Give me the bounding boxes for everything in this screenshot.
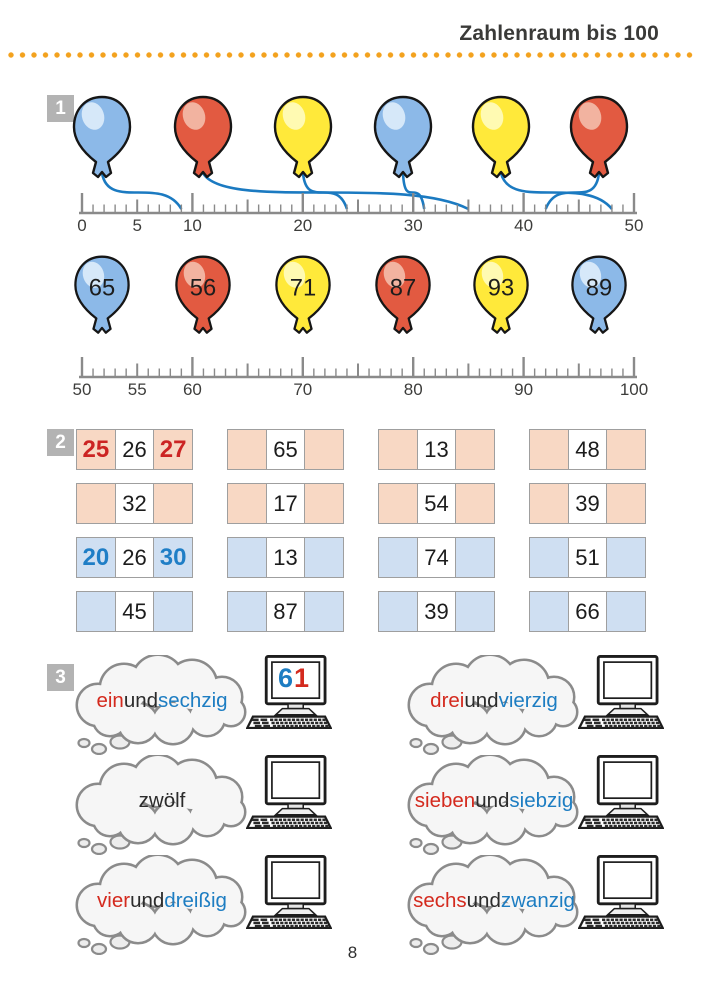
balloon-blue [74,97,130,177]
sequence-cell-filled: 54 [417,483,457,524]
number-word [408,877,580,925]
number-line-label: 50 [624,216,644,235]
number-words-grid [68,655,664,955]
number-word-part: und [130,888,165,912]
number-word-part: zwölf [138,788,186,812]
balloon-string [203,173,468,209]
sequence-cell-empty [76,591,116,632]
balloon-string [501,173,612,209]
balloon-string [546,173,599,209]
sequence-cell-empty [304,483,344,524]
number-word-part: und [466,888,501,912]
sequence-cell-empty [455,483,495,524]
balloon-yellow [474,257,527,333]
sequence-cell-filled: 20 [76,537,116,578]
sequence-cell-filled: 48 [568,429,608,470]
sequence-cell-filled: 66 [568,591,608,632]
number-word-part: sechs [413,888,467,912]
sequence-cell-filled: 17 [266,483,306,524]
sequence-group [227,537,344,578]
sequence-cell-empty [606,591,646,632]
think-item [68,755,332,855]
balloon-string [102,173,181,209]
number-line-50-100 [73,357,649,399]
balloon-number: 65 [88,274,116,302]
number-word-part: dreißig [164,888,227,912]
think-item [68,655,332,755]
sequence-cell-filled: 51 [568,537,608,578]
sequence-cell-empty [529,591,569,632]
sequence-cell-empty [153,483,193,524]
number-word-part: sieben [414,788,476,812]
sequence-cell-empty [153,591,193,632]
balloons-number-lines-canvas [0,85,705,405]
sequence-group [227,429,344,470]
sequence-group [529,591,646,632]
sequence-cell-filled: 39 [417,591,457,632]
balloon-yellow [276,257,329,333]
sequence-cell-empty [529,537,569,578]
number-line-label: 90 [514,380,534,399]
balloon-number: 71 [289,274,317,302]
section2-badge: 2 [47,429,74,456]
sequence-group [76,591,193,632]
balloon-number: 56 [189,274,217,302]
sequence-group [529,483,646,524]
sequence-cell-empty [378,591,418,632]
sequence-cell-empty [227,429,267,470]
number-word-part: vierzig [498,688,558,712]
sequence-cell-filled: 26 [115,537,155,578]
sequence-group [378,591,495,632]
sequence-cell-empty [378,483,418,524]
number-word-part: sechzig [158,688,228,712]
number-word [408,677,580,725]
number-line-0-50 [77,193,643,235]
think-item [68,855,332,955]
number-word [76,677,248,725]
number-word [76,877,248,925]
sequence-cell-empty [378,429,418,470]
sequence-cell-filled: 65 [266,429,306,470]
monitor-screen-value [269,860,319,897]
sequence-cell-filled: 25 [76,429,116,470]
sequence-cell-empty [227,537,267,578]
sequence-cell-empty [606,429,646,470]
section3-badge: 3 [47,664,74,691]
thought-bubble-tail [92,844,106,854]
balloon-number: 89 [585,274,613,302]
sequence-cell-filled: 32 [115,483,155,524]
sequence-cell-empty [304,591,344,632]
sequence-cell-filled: 13 [417,429,457,470]
sequence-cell-empty [455,429,495,470]
sequence-cell-filled: 39 [568,483,608,524]
thought-bubble-tail [79,839,90,847]
sequence-cell-empty [227,591,267,632]
balloon-number: 93 [487,274,515,302]
number-word-part: und [464,688,499,712]
page-number: 8 [347,943,358,962]
sequence-cell-empty [455,591,495,632]
balloon-red [176,257,229,333]
monitor-screen-value [269,760,319,797]
think-item [400,755,664,855]
number-line-label: 100 [619,380,649,399]
thought-bubble-tail [424,844,438,854]
monitor-screen-value [601,860,651,897]
sequence-group [529,537,646,578]
number-word-part: drei [430,688,465,712]
sequence-group [227,483,344,524]
balloon-blue [375,97,431,177]
thought-bubble-tail [79,739,90,747]
number-line-label: 80 [403,380,423,399]
number-line-label: 5 [132,216,142,235]
sequence-cell-empty [76,483,116,524]
monitor-screen-value [601,660,651,697]
sequence-cell-filled: 74 [417,537,457,578]
number-word-part: und [475,788,510,812]
screen-digit: 6 [277,663,294,693]
number-line-label: 40 [514,216,534,235]
sequence-cell-empty [304,537,344,578]
number-line-label: 30 [403,216,423,235]
sequence-group [529,429,646,470]
sequence-group [227,591,344,632]
screen-digit: 1 [294,663,311,693]
sequence-cell-filled: 13 [266,537,306,578]
sequence-cell-empty [606,537,646,578]
number-line-label: 50 [72,380,92,399]
number-word-part: und [123,688,159,712]
number-line-label: 20 [293,216,313,235]
thought-bubble-tail [411,839,422,847]
sequence-group [76,429,193,470]
balloon-blue [572,257,625,333]
thought-bubble-tail [92,744,106,754]
sequence-group [76,483,193,524]
balloon-blue [75,257,128,333]
sequence-group [378,483,495,524]
sequence-cell-filled: 87 [266,591,306,632]
number-line-label: 60 [182,380,202,399]
thought-bubble-tail [411,739,422,747]
number-line-label: 10 [182,216,202,235]
section1-badge: 1 [47,95,74,122]
sequence-cell-empty [455,537,495,578]
sequence-cell-filled: 26 [115,429,155,470]
balloon-red [571,97,627,177]
number-line-label: 0 [77,216,87,235]
number-line-label: 55 [127,380,147,399]
sequence-cell-filled: 30 [153,537,193,578]
monitor-screen-value [269,660,319,697]
balloon-red [376,257,429,333]
sequence-cell-empty [529,483,569,524]
sequence-cell-empty [378,537,418,578]
dotted-divider [8,52,698,58]
number-word [408,777,580,825]
page-title: Zahlenraum bis 100 [459,22,659,45]
monitor-screen-value [601,760,651,797]
number-line-label: 70 [293,380,313,399]
sequence-cell-empty [529,429,569,470]
balloon-red [175,97,231,177]
sequence-group [378,429,495,470]
balloon-yellow [275,97,331,177]
think-item [400,855,664,955]
sequence-group [76,537,193,578]
think-item [400,655,664,755]
balloon-string [303,173,347,209]
number-word-part: vier [97,888,131,912]
number-word-part: ein [96,688,124,712]
sequence-cell-empty [304,429,344,470]
sequence-group [378,537,495,578]
sequence-cell-empty [606,483,646,524]
sequence-cell-filled: 45 [115,591,155,632]
number-sequence-grid [76,429,646,632]
number-word-part: zwanzig [500,888,575,912]
sequence-cell-filled: 27 [153,429,193,470]
number-word [76,777,248,825]
thought-bubble-tail [424,744,438,754]
number-word-part: siebzig [509,788,574,812]
balloon-number: 87 [389,274,417,302]
balloon-yellow [473,97,529,177]
sequence-cell-empty [227,483,267,524]
